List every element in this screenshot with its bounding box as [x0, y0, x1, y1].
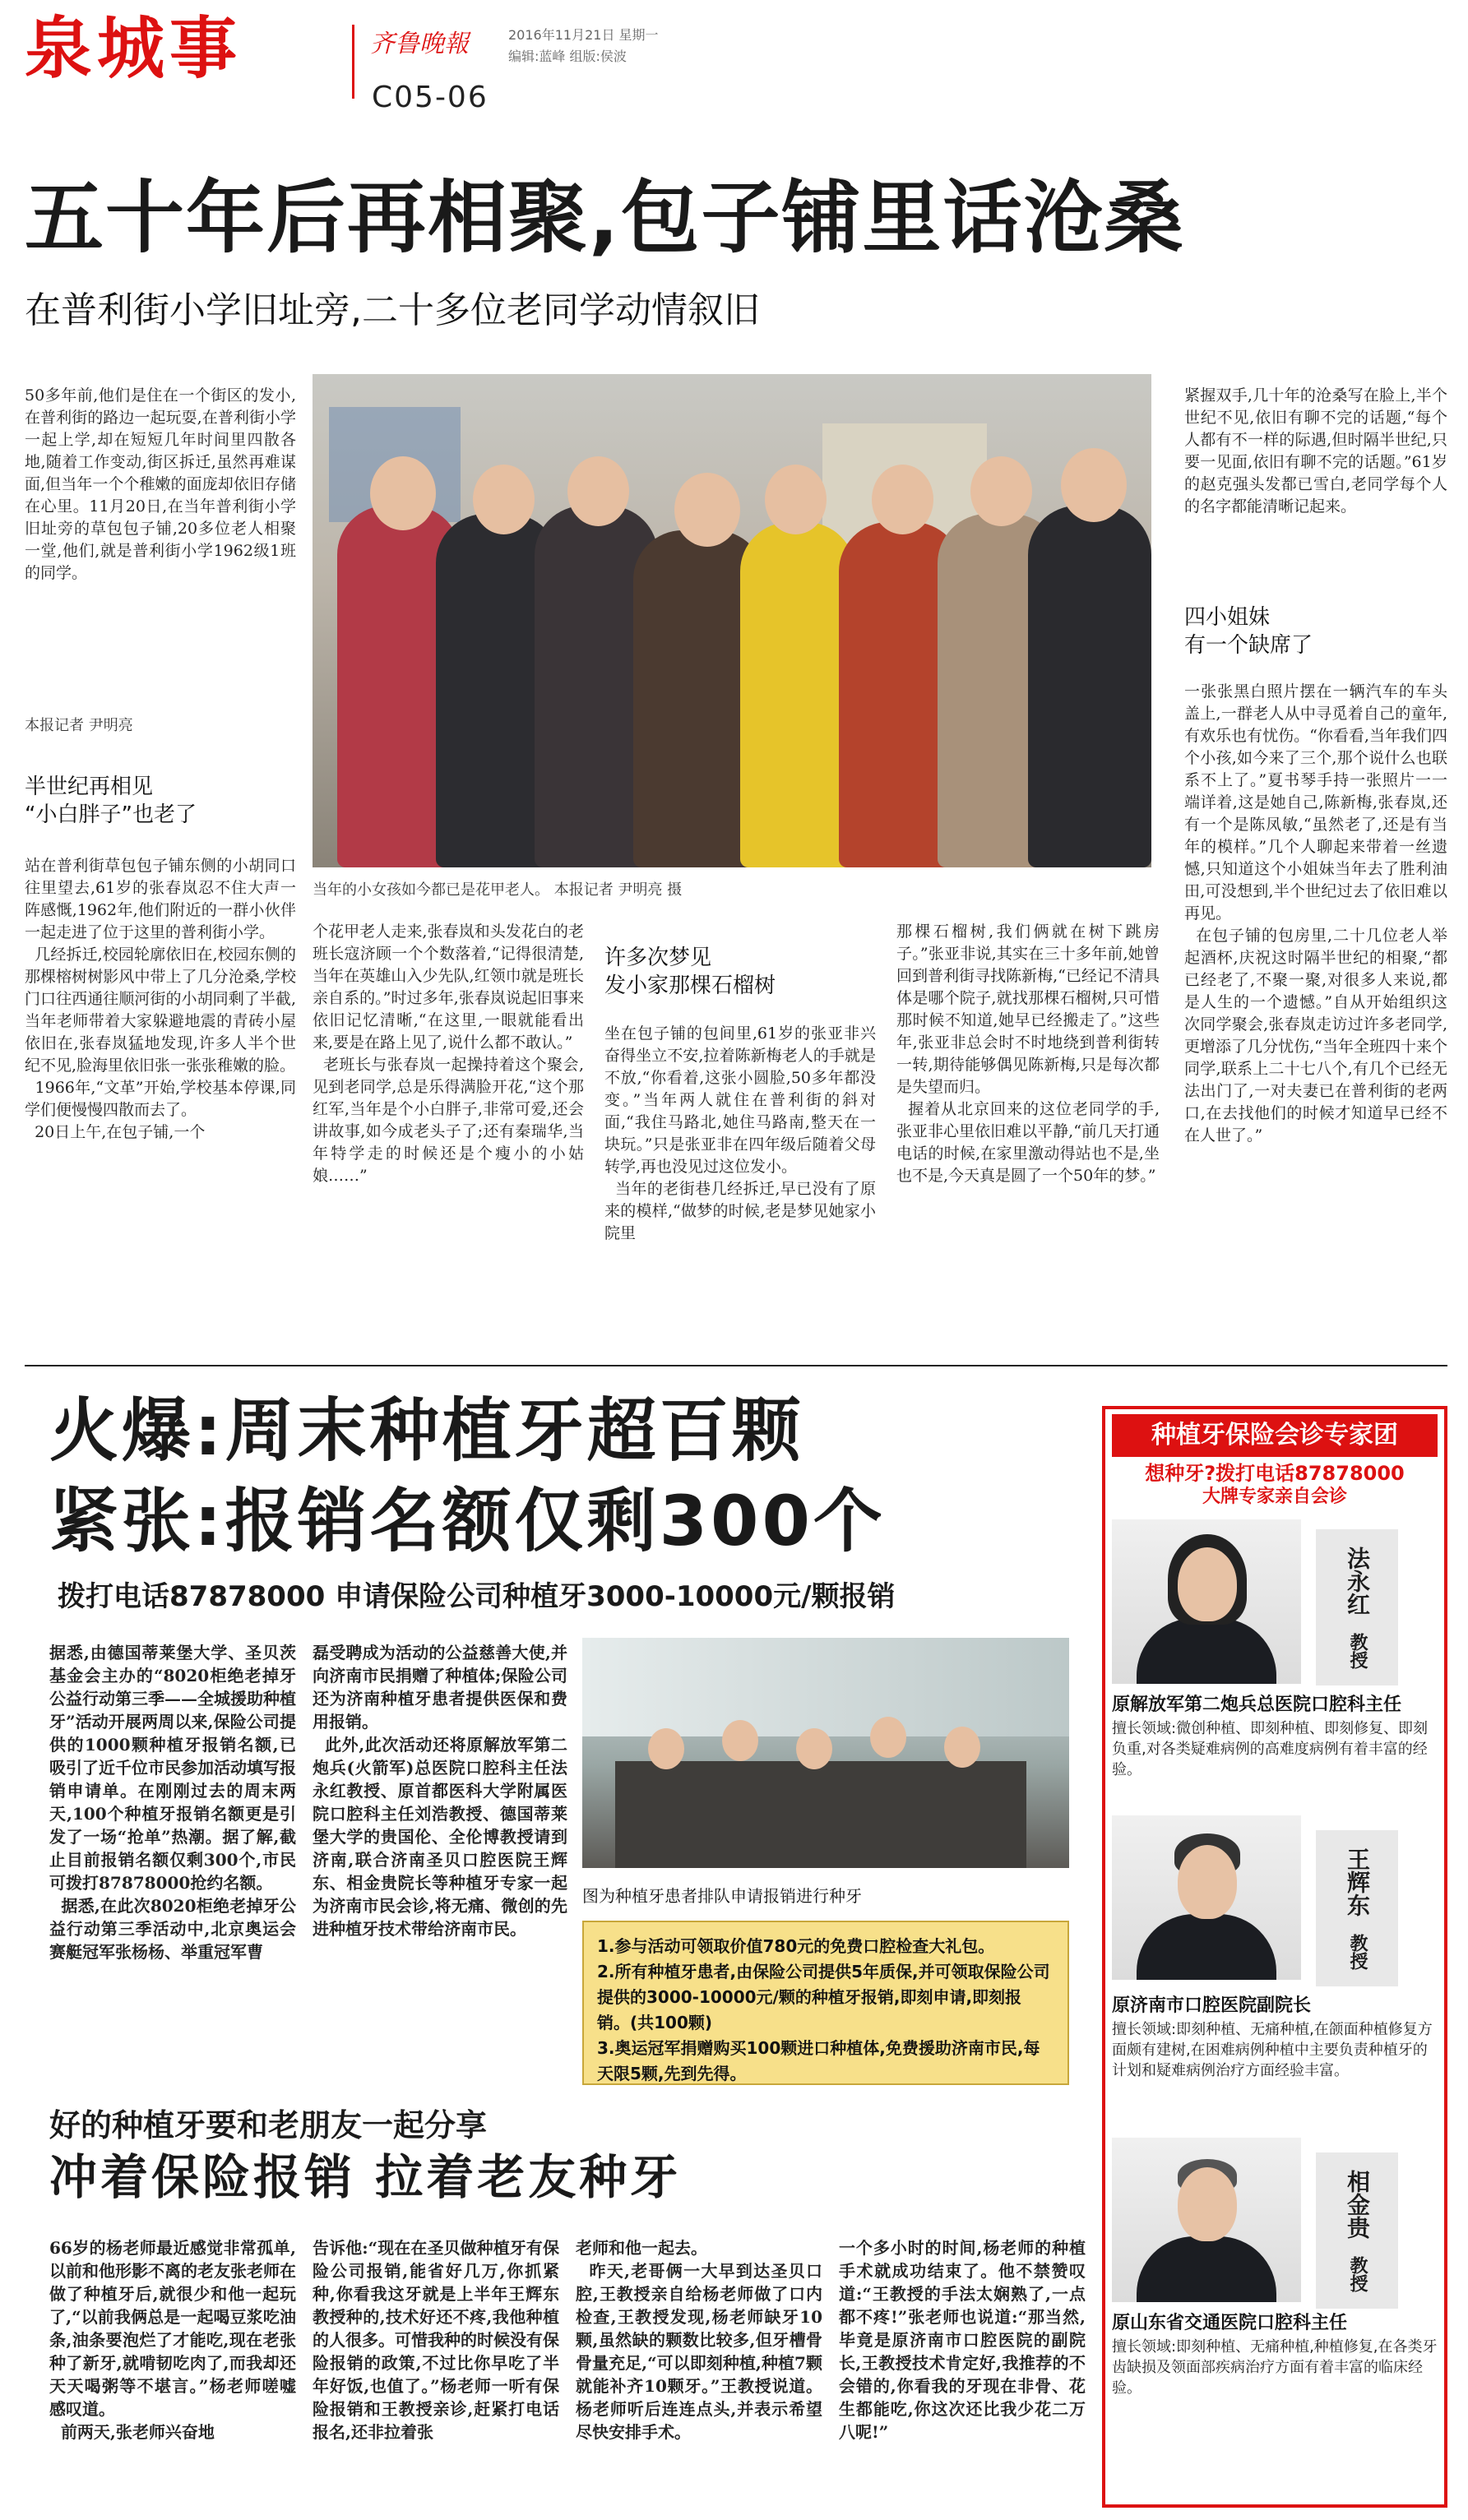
masthead-divider	[352, 25, 354, 99]
expert-photo	[1112, 2138, 1301, 2302]
newspaper-name: 齐鲁晚報	[370, 30, 469, 58]
expert-photo	[1112, 1815, 1301, 1980]
expert-panel-phone: 想种牙?拨打电话87878000	[1145, 1462, 1405, 1485]
article-lead: 50多年前,他们是住在一个街区的发小,在普利街的路边一起玩耍,在普利街小学一起上学,却在短短几年时间里四散各地,随着工作变动,街区拆迁,虽然再难谋面,但当年一个个稚嫩的面庞却依旧存储在心里。11月20日,在当年普利街小学旧址旁的草包包子铺,20多位老人相聚一堂,他们,就是普利街小学1962级1班的同学。	[25, 386, 296, 582]
expert-panel-title: 种植牙保险会诊专家团	[1112, 1414, 1438, 1457]
subheading-four-sisters: 四小姐妹 有一个缺席了	[1184, 605, 1313, 658]
expert-name: 王辉东 教授	[1316, 1830, 1398, 1986]
editors-line: 编辑:蓝峰 组版:侯波	[508, 49, 627, 64]
expert-title: 原山东省交通医院口腔科主任	[1112, 2313, 1348, 2333]
expert-desc: 擅长领域:微创种植、即刻种植、即刻修复、即刻负重,对各类疑难病例的高难度病例有着丰富的经验。	[1112, 1720, 1429, 1778]
benefit-item: 1.参与活动可领取价值780元的免费口腔检查大礼包。	[597, 1936, 995, 1956]
ad-subhead: 好的种植牙要和老朋友一起分享	[49, 2107, 488, 2143]
expert-name: 相金贵 教授	[1316, 2152, 1398, 2309]
issue-date: 2016年11月21日 星期一	[508, 27, 659, 43]
expert-title: 原济南市口腔医院副院长	[1112, 1995, 1312, 2016]
ad-slogan: 冲着保险报销 拉着老友种牙	[49, 2149, 682, 2205]
expert-desc: 擅长领域:即刻种植、无痛种植,种植修复,在各类牙齿缺损及领面部疾病治疗方面有着丰富的临床经验。	[1112, 2338, 1438, 2397]
ad-benefits-box	[582, 1921, 1069, 2085]
ad-column-1: 据悉,由德国蒂莱堡大学、圣贝茨基金会主办的“8020柜绝老掉牙公益行动第三季——全城援助种植牙”活动开展两周以来,保险公司提供的1000颗种植牙报销名额,已吸引了近千位市民参加活动填写报销申请单。在刚刚过去的周末两天,100个种植牙报销名额更是引发了一场“抢单”热潮。据了解,截止目前报销名额仅剩300个,市民可拨打87878000抢约名额。 据悉,在此次8020柜绝老掉牙公益行动第三季活动中,北京奥运会赛艇冠军张杨杨、举重冠军曹	[49, 1643, 296, 1962]
ad-column-2: 磊受聘成为活动的公益慈善大使,并向济南市民捐赠了种植体;保险公司还为济南种植牙患者提供医保和费用报销。 此外,此次活动还将原解放军第二炮兵(火箭军)总医院口腔科主任法永红教授、原首都医科大学附属医院口腔科主任刘浩教授、德国蒂莱堡大学的贵国伦、全伦博教授请到济南,联合济南圣贝口腔医院王辉东、相金贵院长等种植牙专家一起为济南市民会诊,将无痛、微创的先进种植牙技术带给济南市民。	[313, 1643, 567, 1939]
ad-column-3: 66岁的杨老师最近感觉非常孤单,以前和他形影不离的老友张老师在做了种植牙后,就很少和他一起玩了,“以前我俩总是一起喝豆浆吃油条,油条要泡烂了才能吃,现在老张种了新牙,就啃韧吃肉了,而我却还天天喝粥等不堪言。”杨老师嗟嘘感叹道。 前两天,张老师兴奋地	[49, 2238, 296, 2442]
benefit-item: 3.奥运冠军捐赠购买100颗进口种植体,免费援助济南市民,每天限5颗,先到先得。	[597, 2038, 1040, 2083]
section-logo: 泉城事	[25, 10, 243, 88]
benefit-item: 2.所有种植牙患者,由保险公司提供5年质保,并可领取保险公司提供的3000-10000元/颗的种植牙报销,即刻申请,即刻报销。(共100颗)	[597, 1962, 1050, 2032]
expert-desc: 擅长领域:即刻种植、无痛种植,在颌面种植修复方面颇有建树,在困难病例种植中主要负责种植牙的计划和疑难病例治疗方面经验丰富。	[1112, 2021, 1433, 2079]
ad-column-4: 告诉他:“现在在圣贝做种植牙有保险公司报销,能省好几万,你抓紧种,你看我这牙就是上半年王辉东教授种的,技术好还不疼,我他种植的人很多。可惜我种的时候没有保险报销的政策,不过比你早吃了半年好饭,也值了。”杨老师一听有保险报销和王教授亲诊,赶紧打电话报名,还非拉着张	[313, 2238, 559, 2442]
article-column-1: 站在普利街草包包子铺东侧的小胡同口往里望去,61岁的张春岚忍不住大声一阵感慨,1962年,他们附近的一群小伙伴一起走进了位于这里的普利街小学。 几经拆迁,校园轮廓依旧在,校园东侧的那棵榕树树影风中带上了几分沧桑,学校门口往西通往顺河街的小胡同剩了半截,当年老师带着大家躲避地震的青砖小屋依旧在,张春岚猛地发现,许多人半个世纪不见,脸海里依旧张一张张稚嫩的脸。 1966年,“文革”开始,学校基本停课,同学们便慢慢四散而去了。 20日上午,在包子铺,一个	[25, 857, 296, 1141]
article-column-2: 个花甲老人走来,张春岚和头发花白的老班长寇济顾一个个数落着,“记得很清楚,当年在英雄山入少先队,红领巾就是班长亲自系的。”时过多年,张春岚说起旧事来依旧记忆清晰,“在这里,一眼就能看出来,要是在路上见了,说什么都不敢认。” 老班长与张春岚一起操持着这个聚会,见到老同学,总是乐得满脸开花,“这个那红军,当年是个小白胖子,非常可爱,还会讲故事,如今成老头子了;还有秦瑞华,当年特学走的时候还是个瘦小的小姑娘……”	[313, 922, 584, 1185]
article-column-4: 那棵石榴树,我们俩就在树下跳房子。”张亚非说,其实在三十多年前,她曾回到普利街寻找陈新梅,“已经记不清具体是哪个院子,就找那棵石榴树,只可惜那时候不知道,她早已经搬走了。”这些年,张亚非总会时不时地绕到普利街转一转,期待能够偶见陈新梅,只是每次都是失望而归。 握着从北京回来的这位老同学的手,张亚非心里依旧难以平静,“前几天打通电话的时候,在家里激动得站也不是,坐也不是,今天真是圆了一个50年的梦。”	[896, 922, 1160, 1185]
byline: 本报记者 尹明亮	[25, 717, 133, 734]
expert-title: 原解放军第二炮兵总医院口腔科主任	[1112, 1695, 1402, 1715]
article-column-6: 一张张黑白照片摆在一辆汽车的车头盖上,一群老人从中寻觅着自己的童年,有欢乐也有忧伤。“你看看,当年我们四个小孩,如今来了三个,那个说什么也联系不上了。”夏书琴手持一张照片一一端详着,这是她自己,陈新梅,张春岚,还有一个是陈凤敏,“虽然老了,还是有当年的模样。”几个人聊起来带着一丝遗憾,只知道这个小姐妹当年去了胜利油田,可没想到,半个世纪过去了依旧难以再见。 在包子铺的包房里,二十几位老人举起酒杯,庆祝这时隔半世纪的相聚,“都已经老了,不聚一聚,对很多人来说,都是人生的一个遗憾。”自从开始组织这次同学聚会,张春岚走访过许多老同学,更增添了几分忧伤,“当年全班四十来个同学,联系上二十七八个,有几个已经无法出门了,一对夫妻已在普利街的老两口,在去找他们的时候才知道早已经不在人世了。”	[1184, 682, 1447, 1144]
page-number: C05-06	[372, 81, 489, 114]
article-column-3: 坐在包子铺的包间里,61岁的张亚非兴奋得坐立不安,拉着陈新梅老人的手就是不放,“你看着,这张小圆脸,50多年都没变。”当年两人就住在普利街的斜对面,“我住马路北,她住马路南,整天在一块玩。”只是张亚非在四年级后随着父母转学,再也没见过这位发小。 当年的老街巷几经拆迁,早已没有了原来的模样,“做梦的时候,老是梦见她家小院里	[604, 1024, 876, 1242]
subheading-dream: 许多次梦见 发小家那棵石榴树	[604, 946, 776, 998]
article-subhead: 在普利街小学旧址旁,二十多位老同学动情叙旧	[25, 289, 760, 331]
section-divider	[25, 1365, 1447, 1366]
subheading-half-century: 半世纪再相见 “小白胖子”也老了	[25, 774, 197, 827]
ad-phone-line: 拨打电话87878000 申请保险公司种植牙3000-10000元/颗报销	[58, 1580, 896, 1613]
ad-headline-1: 火爆:周末种植牙超百颗	[49, 1390, 804, 1471]
ad-headline-2: 紧张:报销名额仅剩300个	[49, 1481, 886, 1561]
ad-column-5: 老师和他一起去。 昨天,老哥俩一大早到达圣贝口腔,王教授亲自给杨老师做了口内检查,王教授发现,杨老师缺牙10颗,虽然缺的颗数比较多,但牙槽骨骨量充足,“可以即刻种植,种植7颗就能补齐10颗牙。”王教授说道。杨老师听后连连点头,并表示希望尽快安排手术。	[576, 2238, 822, 2442]
article-column-5: 紧握双手,几十年的沧桑写在脸上,半个世纪不见,依旧有聊不完的话题,“每个人都有不一样的际遇,但时隔半世纪,只要一见面,依旧有聊不完的话题。”61岁的赵克强头发都已雪白,老同学每个人的名字都能清晰记起来。	[1184, 386, 1447, 516]
ad-column-6: 一个多小时的时间,杨老师的种植手术就成功结束了。他不禁赞叹道:“王教授的手法太娴熟了,一点都不疼!”张老师也说道:“那当然,毕竟是原济南市口腔医院的副院长,王教授技术肯定好,我推荐的不会错的,你看我的牙现在非骨、花生都能吃,你这次还比我少花二万八呢!”	[839, 2238, 1086, 2442]
ad-photo-caption: 图为种植牙患者排队申请报销进行种牙	[582, 1886, 862, 1906]
reunion-photo	[313, 374, 1151, 867]
expert-panel-note: 大牌专家亲自会诊	[1202, 1487, 1347, 1507]
expert-photo	[1112, 1519, 1301, 1684]
expert-name: 法永红 教授	[1316, 1529, 1398, 1685]
ad-photo-patients	[582, 1638, 1069, 1868]
photo-caption: 当年的小女孩如今都已是花甲老人。 本报记者 尹明亮 摄	[313, 881, 683, 899]
article-headline: 五十年后再相聚,包子铺里话沧桑	[25, 172, 1185, 264]
